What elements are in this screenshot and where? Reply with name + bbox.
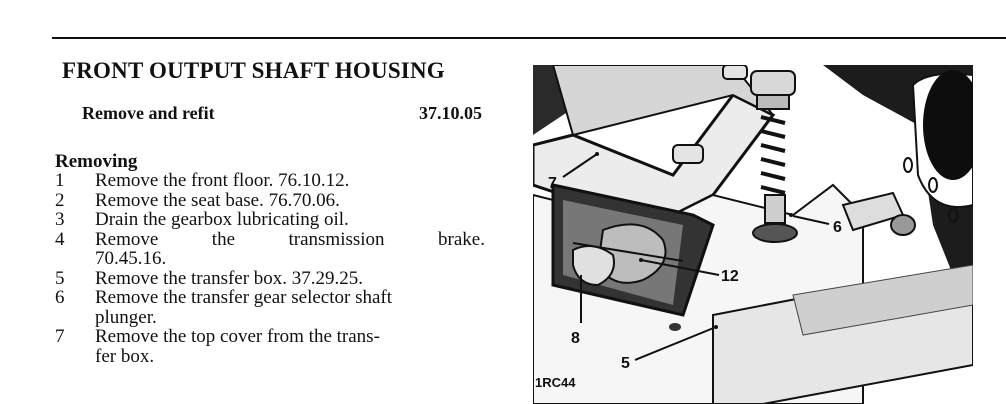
step-text: Remove the front floor. 76.10.12. <box>95 170 350 191</box>
step-item <box>55 210 485 230</box>
step-text: Remove the transfer gear selector shaft <box>95 287 393 308</box>
callout-12: 12 <box>721 268 739 285</box>
steps-list <box>55 171 485 366</box>
callout-5: 5 <box>621 355 630 372</box>
callout-6: 6 <box>833 219 842 236</box>
step-item <box>55 191 485 211</box>
assembly-illustration <box>533 65 973 404</box>
operation-header <box>82 103 482 124</box>
step-number: 7 <box>55 326 65 347</box>
step-item <box>55 230 485 269</box>
step-text-continued: plunger. <box>95 306 157 328</box>
step-word: transmission <box>288 228 385 250</box>
step-number: 3 <box>55 209 65 230</box>
step-item <box>55 269 485 289</box>
step-text <box>95 230 485 250</box>
step-text: Remove the seat base. 76.70.06. <box>95 189 340 211</box>
step-item <box>55 171 485 191</box>
step-number: 2 <box>55 189 65 211</box>
step-number: 5 <box>55 267 65 289</box>
step-number: 6 <box>55 287 65 308</box>
operation-code: 37.10.05 <box>419 103 482 123</box>
callout-7: 7 <box>548 175 557 192</box>
callout-8: 8 <box>571 330 580 347</box>
step-word: brake. <box>438 228 485 250</box>
step-text: Drain the gearbox lubricating oil. <box>95 209 349 230</box>
top-rule <box>52 37 1006 39</box>
step-number: 1 <box>55 170 65 191</box>
step-number: 4 <box>55 228 65 250</box>
step-text-continued: fer box. <box>95 345 155 367</box>
page-title: FRONT OUTPUT SHAFT HOUSING <box>62 58 445 83</box>
subheading: Remove and refit <box>82 103 215 123</box>
step-word: Remove <box>95 228 159 250</box>
step-text: Remove the top cover from the trans- <box>95 326 380 347</box>
step-text: Remove the transfer box. 37.29.25. <box>95 267 364 289</box>
step-item <box>55 327 485 366</box>
step-text-continued: 70.45.16. <box>95 248 167 269</box>
figure-reference: 1RC44 <box>535 375 576 390</box>
step-word: the <box>211 228 236 250</box>
section-heading: Removing <box>55 151 138 172</box>
step-item <box>55 288 485 327</box>
